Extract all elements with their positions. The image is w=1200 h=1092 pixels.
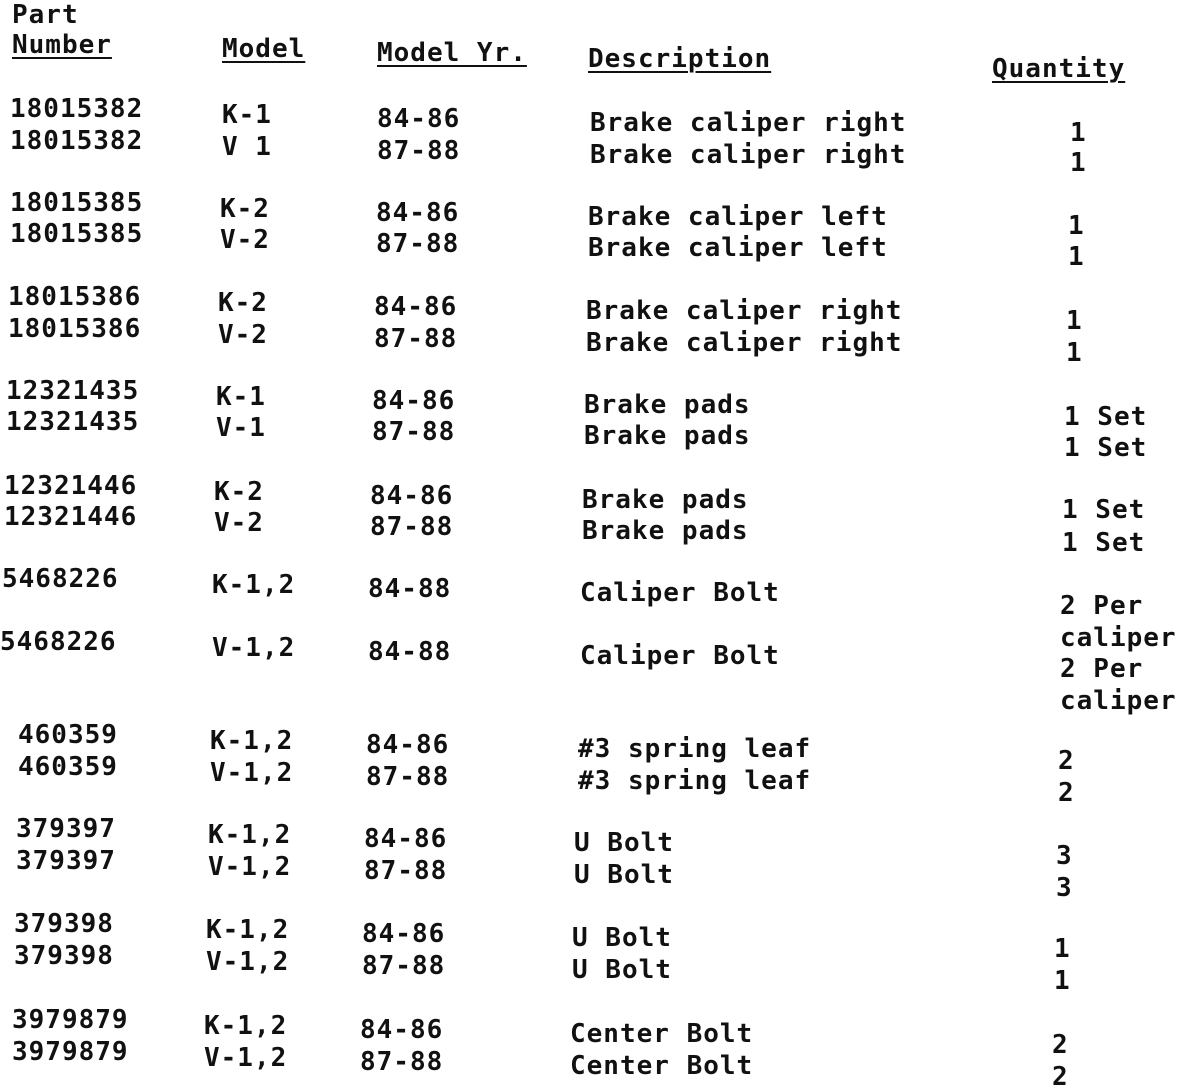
part-number-cell: 3979879 — [12, 1037, 129, 1067]
quantity-cell: 1 Set — [1062, 495, 1146, 525]
description-cell: Center Bolt — [570, 1019, 754, 1049]
model-cell: V-1,2 — [212, 633, 296, 663]
model-cell: V-2 — [220, 225, 270, 255]
header-model-year: Model Yr. — [377, 38, 527, 68]
description-cell: #3 spring leaf — [578, 766, 812, 796]
header-description: Description — [588, 44, 772, 74]
model-year-cell: 84-86 — [374, 292, 458, 322]
description-cell: Brake pads — [582, 485, 749, 515]
description-cell: Brake caliper right — [586, 328, 903, 358]
part-number-cell: 12321446 — [4, 471, 138, 501]
model-year-cell: 87-88 — [370, 512, 454, 542]
quantity-cell: 3 — [1056, 841, 1073, 871]
quantity-cell: 1 Set — [1064, 433, 1148, 463]
quantity-cell: 3 — [1056, 873, 1073, 903]
quantity-cell: 1 — [1068, 211, 1085, 241]
quantity-cell: 2 — [1058, 746, 1075, 776]
quantity-cell: 2 — [1052, 1030, 1069, 1060]
description-cell: Brake caliper right — [590, 108, 907, 138]
part-number-cell: 18015382 — [10, 94, 144, 124]
model-year-cell: 84-86 — [377, 104, 461, 134]
header-model: Model — [222, 34, 306, 64]
quantity-cell: 2 Per — [1060, 591, 1144, 621]
model-year-cell: 87-88 — [362, 951, 446, 981]
description-cell: Caliper Bolt — [580, 641, 780, 671]
header-quantity: Quantity — [992, 54, 1126, 84]
model-year-cell: 84-86 — [370, 481, 454, 511]
quantity-cell: 1 — [1070, 148, 1087, 178]
part-number-cell: 18015386 — [8, 314, 142, 344]
header-part: Part — [12, 0, 79, 30]
description-cell: Brake caliper left — [588, 233, 888, 263]
quantity-cell: 1 — [1070, 118, 1087, 148]
part-number-cell: 18015382 — [10, 126, 144, 156]
model-cell: K-1 — [222, 100, 272, 130]
model-year-cell: 87-88 — [364, 856, 448, 886]
part-number-cell: 12321435 — [6, 407, 140, 437]
model-cell: K-2 — [214, 477, 264, 507]
model-cell: K-2 — [220, 194, 270, 224]
model-cell: K-1,2 — [210, 726, 294, 756]
model-year-cell: 84-86 — [372, 386, 456, 416]
model-cell: V-1,2 — [210, 758, 294, 788]
model-year-cell: 87-88 — [377, 136, 461, 166]
model-year-cell: 87-88 — [360, 1047, 444, 1077]
description-cell: Brake caliper left — [588, 202, 888, 232]
part-number-cell: 460359 — [18, 720, 118, 750]
model-cell: K-2 — [218, 288, 268, 318]
model-year-cell: 84-88 — [368, 637, 452, 667]
quantity-cell: 2 — [1058, 778, 1075, 808]
model-cell: K-1 — [216, 382, 266, 412]
quantity-cell: caliper — [1060, 623, 1177, 653]
model-cell: K-1,2 — [208, 820, 292, 850]
quantity-cell: 2 Per — [1060, 654, 1144, 684]
model-cell: K-1,2 — [206, 915, 290, 945]
model-cell: V-1,2 — [206, 947, 290, 977]
part-number-cell: 379398 — [14, 909, 114, 939]
description-cell: U Bolt — [572, 955, 672, 985]
part-number-cell: 18015386 — [8, 282, 142, 312]
description-cell: U Bolt — [574, 860, 674, 890]
model-cell: V-1,2 — [208, 852, 292, 882]
description-cell: Center Bolt — [570, 1051, 754, 1081]
part-number-cell: 12321435 — [6, 376, 140, 406]
description-cell: Brake pads — [584, 421, 751, 451]
description-cell: U Bolt — [572, 923, 672, 953]
description-cell: Caliper Bolt — [580, 578, 780, 608]
model-year-cell: 87-88 — [376, 229, 460, 259]
model-year-cell: 87-88 — [374, 324, 458, 354]
quantity-cell: 2 — [1052, 1062, 1069, 1092]
quantity-cell: 1 — [1054, 934, 1071, 964]
quantity-cell: 1 — [1066, 338, 1083, 368]
model-cell: V-1 — [216, 413, 266, 443]
model-year-cell: 87-88 — [372, 417, 456, 447]
model-cell: K-1,2 — [204, 1011, 288, 1041]
quantity-cell: 1 Set — [1064, 402, 1148, 432]
model-year-cell: 84-86 — [376, 198, 460, 228]
model-year-cell: 84-86 — [360, 1015, 444, 1045]
quantity-cell: 1 — [1054, 966, 1071, 996]
description-cell: Brake pads — [582, 516, 749, 546]
model-year-cell: 84-86 — [364, 824, 448, 854]
part-number-cell: 18015385 — [10, 188, 144, 218]
quantity-cell: 1 — [1068, 242, 1085, 272]
part-number-cell: 5468226 — [0, 627, 117, 657]
header-part-number: Number — [12, 30, 112, 60]
part-number-cell: 5468226 — [2, 564, 119, 594]
part-number-cell: 379397 — [16, 814, 116, 844]
description-cell: #3 spring leaf — [578, 734, 812, 764]
description-cell: Brake caliper right — [586, 296, 903, 326]
model-cell: V-2 — [218, 320, 268, 350]
description-cell: Brake caliper right — [590, 140, 907, 170]
model-cell: V-1,2 — [204, 1043, 288, 1073]
part-number-cell: 379397 — [16, 846, 116, 876]
part-number-cell: 3979879 — [12, 1005, 129, 1035]
model-cell: K-1,2 — [212, 570, 296, 600]
part-number-cell: 460359 — [18, 752, 118, 782]
description-cell: Brake pads — [584, 390, 751, 420]
part-number-cell: 12321446 — [4, 502, 138, 532]
quantity-cell: caliper — [1060, 686, 1177, 716]
model-year-cell: 84-88 — [368, 574, 452, 604]
model-year-cell: 87-88 — [366, 762, 450, 792]
model-year-cell: 84-86 — [362, 919, 446, 949]
part-number-cell: 379398 — [14, 941, 114, 971]
model-cell: V 1 — [222, 132, 272, 162]
model-cell: V-2 — [214, 508, 264, 538]
quantity-cell: 1 Set — [1062, 528, 1146, 558]
description-cell: U Bolt — [574, 828, 674, 858]
part-number-cell: 18015385 — [10, 219, 144, 249]
quantity-cell: 1 — [1066, 306, 1083, 336]
model-year-cell: 84-86 — [366, 730, 450, 760]
